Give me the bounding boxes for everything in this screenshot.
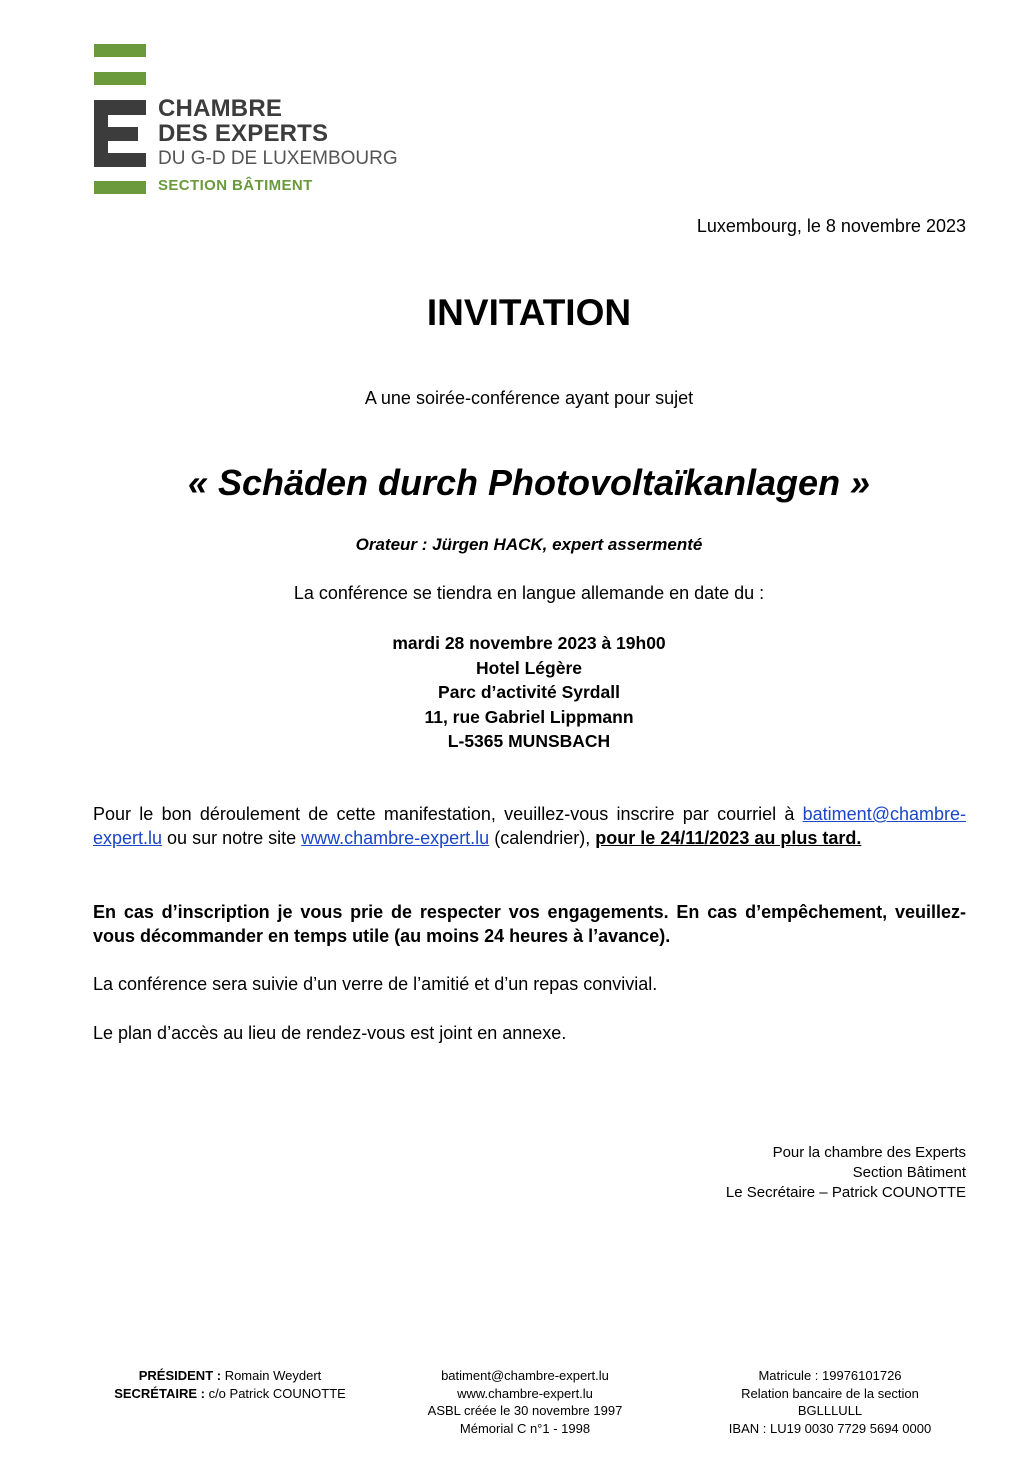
venue-datetime: mardi 28 novembre 2023 à 19h00 — [392, 633, 666, 653]
website-link[interactable]: www.chambre-expert.lu — [301, 828, 490, 848]
venue-block — [0, 631, 1028, 754]
letter-date: Luxembourg, le 8 novembre 2023 — [696, 216, 966, 236]
access-plan-paragraph: Le plan d’accès au lieu de rendez-vous est joint en annexe. — [93, 1023, 567, 1043]
dinner-paragraph: La conférence sera suivie d’un verre de l’amitié et d’un repas convivial. — [93, 974, 658, 994]
registration-text-2: ou sur notre site — [162, 828, 302, 848]
logo-bar-green-2 — [94, 72, 146, 85]
conference-subject: « Schäden durch Photovoltaïkanlagen » — [187, 462, 871, 503]
footer-matricule: Matricule : 19976101726 — [758, 1368, 902, 1383]
secretary-name: c/o Patrick COUNOTTE — [204, 1385, 346, 1401]
footer-bank — [680, 1367, 980, 1437]
footer-asbl: ASBL créée le 30 novembre 1997 — [427, 1403, 623, 1418]
organization-logo — [94, 44, 424, 196]
language-line: La conférence se tiendra en langue allemande en date du : — [293, 583, 765, 603]
president-name: Romain Weydert — [221, 1368, 322, 1383]
signature-line-3: Le Secrétaire – Patrick COUNOTTE — [725, 1184, 966, 1201]
logo-line-3: DU G-D DE LUXEMBOURG — [158, 148, 398, 169]
venue-hotel: Hotel Légère — [476, 657, 582, 678]
commitment-paragraph: En cas d’inscription je vous prie de respecter vos engagements. En cas d’empêchement, veuillez-vous décommander en temps utile (au moins 24 heures à l’avance). — [93, 902, 966, 946]
registration-text-3: (calendrier), — [489, 828, 596, 848]
speaker-line: Orateur : Jürgen HACK, expert assermenté — [355, 535, 703, 554]
footer-website: www.chambre-expert.lu — [457, 1385, 593, 1401]
signature-line-2: Section Bâtiment — [852, 1164, 966, 1181]
venue-street: 11, rue Gabriel Lippmann — [424, 706, 634, 727]
logo-line-1: CHAMBRE — [158, 95, 283, 122]
president-label: PRÉSIDENT : — [138, 1368, 222, 1383]
logo-bar-dark-middle — [94, 127, 138, 141]
email-link[interactable]: batiment@chambre-expert.lu — [93, 804, 966, 848]
logo-line-2: DES EXPERTS — [158, 120, 329, 147]
registration-paragraph — [93, 802, 966, 850]
footer-contact — [380, 1367, 670, 1437]
footer-officers — [60, 1367, 400, 1402]
logo-bar-dark-bottom — [94, 153, 146, 167]
footer-bank-relation: Relation bancaire de la section — [741, 1385, 919, 1401]
signature-block — [726, 1143, 966, 1203]
footer-email: batiment@chambre-expert.lu — [441, 1368, 609, 1383]
secretary-label: SECRÉTAIRE : — [114, 1385, 205, 1401]
venue-park: Parc d’activité Syrdall — [438, 682, 620, 703]
signature-line-1: Pour la chambre des Experts — [772, 1144, 966, 1161]
venue-city: L-5365 MUNSBACH — [447, 731, 611, 752]
logo-line-4: SECTION BÂTIMENT — [158, 177, 313, 194]
footer-iban: IBAN : LU19 0030 7729 5694 0000 — [728, 1420, 932, 1436]
page-title: INVITATION — [426, 292, 632, 333]
footer-memorial: Mémorial C n°1 - 1998 — [459, 1420, 591, 1436]
registration-text-1: Pour le bon déroulement de cette manifestation, veuillez-vous inscrire par courriel à — [93, 804, 803, 824]
intro-line: A une soirée-conférence ayant pour sujet — [364, 388, 694, 408]
logo-bar-green-3 — [94, 181, 146, 194]
footer-bic: BGLLLULL — [797, 1403, 863, 1418]
logo-bar-green-1 — [94, 44, 146, 57]
registration-deadline: pour le 24/11/2023 au plus tard. — [595, 828, 862, 848]
